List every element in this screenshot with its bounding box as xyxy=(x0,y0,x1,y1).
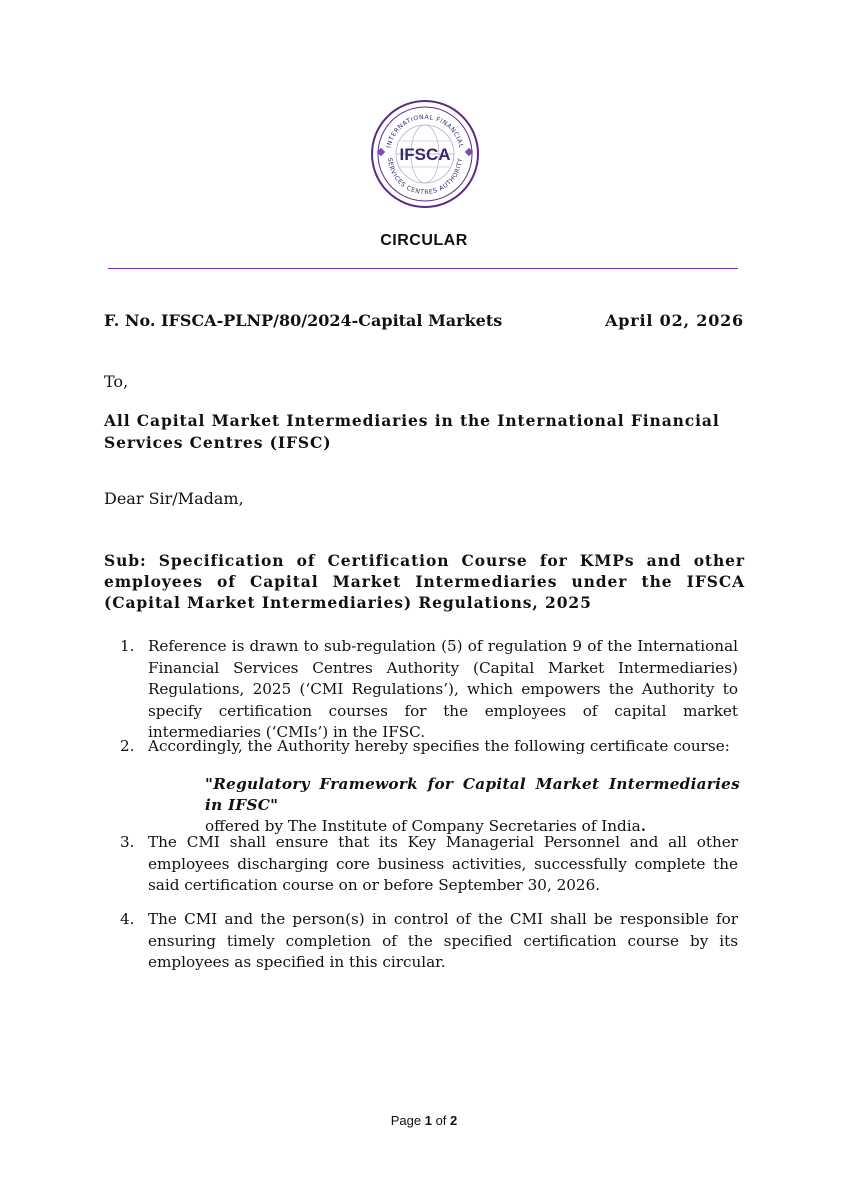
course-end-mark: . xyxy=(640,817,646,835)
paragraph-number: 3. xyxy=(120,833,135,851)
page-label: Page xyxy=(390,1113,422,1128)
to-label: To, xyxy=(104,372,129,391)
paragraph-text: Reference is drawn to sub-regulation (5) of regulation 9 of the International Financial Services Centres Authority (Capital Market Intermediaries) Regulations, 2025 (‘CMI Regulations’), which empowers the Authority to specify certification courses for the employees of capital market intermediaries (‘CMIs’) in the IFSC. xyxy=(148,637,738,741)
paragraph-number: 4. xyxy=(120,910,135,928)
paragraph-text: Accordingly, the Authority hereby specifies the following certificate course: xyxy=(148,737,730,755)
paragraph-number: 2. xyxy=(120,737,135,755)
paragraph-1 xyxy=(104,636,738,744)
file-number: F. No. IFSCA-PLNP/80/2024-Capital Markets xyxy=(104,311,503,330)
paragraph-3 xyxy=(104,832,738,897)
of-label: of xyxy=(435,1113,447,1128)
total-pages: 2 xyxy=(450,1113,458,1128)
svg-text:INTERNATIONAL FINANCIAL: INTERNATIONAL FINANCIAL xyxy=(385,113,465,149)
paragraph-2 xyxy=(104,736,738,758)
svg-text:SERVICES CENTRES AUTHORITY: SERVICES CENTRES AUTHORITY xyxy=(385,157,465,197)
course-provider: offered by The Institute of Company Secretaries of India xyxy=(205,817,641,835)
salutation: Dear Sir/Madam, xyxy=(104,489,244,508)
svg-text:IFSCA: IFSCA xyxy=(399,145,451,164)
circular-date: April 02, 2026 xyxy=(605,311,744,330)
title-divider xyxy=(108,268,738,269)
current-page: 1 xyxy=(424,1113,432,1128)
circular-title: CIRCULAR xyxy=(380,232,468,249)
paragraph-4 xyxy=(104,909,738,974)
page-footer xyxy=(0,1113,848,1128)
course-title: "Regulatory Framework for Capital Market Intermediaries in IFSC" xyxy=(205,775,740,814)
certification-course xyxy=(205,774,740,837)
addressee: All Capital Market Intermediaries in the International Financial Services Centres (IFSC) xyxy=(104,411,720,452)
subject-line: Sub: Specification of Certification Course for KMPs and other employees of Capital Market Intermediaries under the IFSCA (Capital Market Intermediaries) Regulations, 2025 xyxy=(104,551,745,612)
paragraph-text: The CMI shall ensure that its Key Managerial Personnel and all other employees discharging core business activities, successfully complete the said certification course on or before September 30, 2026. xyxy=(148,833,738,894)
paragraph-text: The CMI and the person(s) in control of the CMI shall be responsible for ensuring timely completion of the specified certification course by its employees as specified in this circular. xyxy=(148,910,738,971)
paragraph-number: 1. xyxy=(120,637,135,655)
ifsca-seal-icon xyxy=(370,99,480,209)
